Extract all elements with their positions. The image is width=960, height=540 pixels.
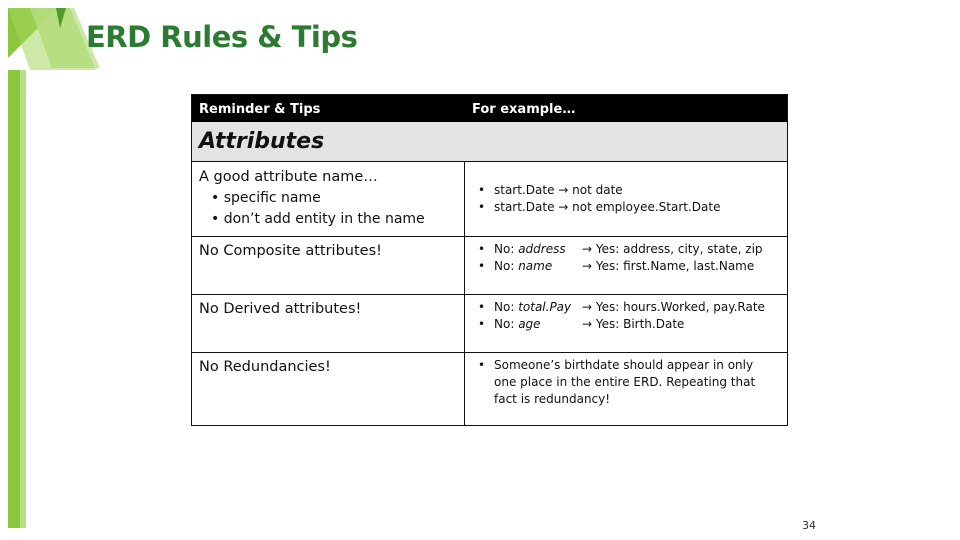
no-label: No: (494, 242, 519, 256)
header-reminder-tips: Reminder & Tips (199, 102, 321, 117)
no-value: total.Pay (518, 300, 572, 314)
no-label: No: (494, 259, 519, 273)
slide-title: ERD Rules & Tips (86, 20, 358, 54)
row-example (476, 182, 720, 216)
tips-table (191, 94, 788, 426)
tip-title: No Redundancies! (199, 359, 331, 375)
table-row (192, 352, 787, 427)
yes-value: → Yes: first.Name, last.Name (582, 259, 755, 273)
no-label: No: (494, 300, 519, 314)
example-item (476, 241, 763, 258)
example-item (476, 258, 763, 275)
row-example (476, 241, 763, 275)
row-example (476, 357, 774, 408)
tip-sub-item: • specific name (211, 190, 321, 206)
no-value: name (518, 259, 553, 273)
section-attributes: Attributes (199, 129, 325, 154)
no-label: No: (494, 317, 519, 331)
table-header (192, 95, 787, 122)
page-number: 34 (802, 519, 816, 532)
tip-sub-item: • don’t add entity in the name (211, 211, 425, 227)
no-value: age (518, 317, 541, 331)
yes-value: → Yes: Birth.Date (582, 317, 685, 331)
no-value: address (518, 242, 566, 256)
section-heading (192, 122, 787, 162)
example-item: • start.Date → not date (476, 182, 720, 199)
example-item (476, 299, 765, 316)
yes-value: → Yes: hours.Worked, pay.Rate (582, 300, 765, 314)
example-item (476, 316, 765, 333)
tip-title: No Composite attributes! (199, 243, 382, 259)
table-row (192, 236, 787, 294)
tip-title: No Derived attributes! (199, 301, 362, 317)
tip-title: A good attribute name… (199, 169, 378, 185)
example-item: • Someone’s birthdate should appear in only one place in the entire ERD. Repeating that fact is redundancy! (476, 357, 774, 408)
row-tip (199, 167, 425, 230)
example-item: • start.Date → not employee.Start.Date (476, 199, 720, 216)
table-row (192, 294, 787, 352)
header-for-example: For example… (472, 102, 576, 117)
yes-value: → Yes: address, city, state, zip (582, 242, 763, 256)
table-row (192, 162, 787, 236)
green-accent-decoration (0, 0, 110, 540)
row-example (476, 299, 765, 333)
